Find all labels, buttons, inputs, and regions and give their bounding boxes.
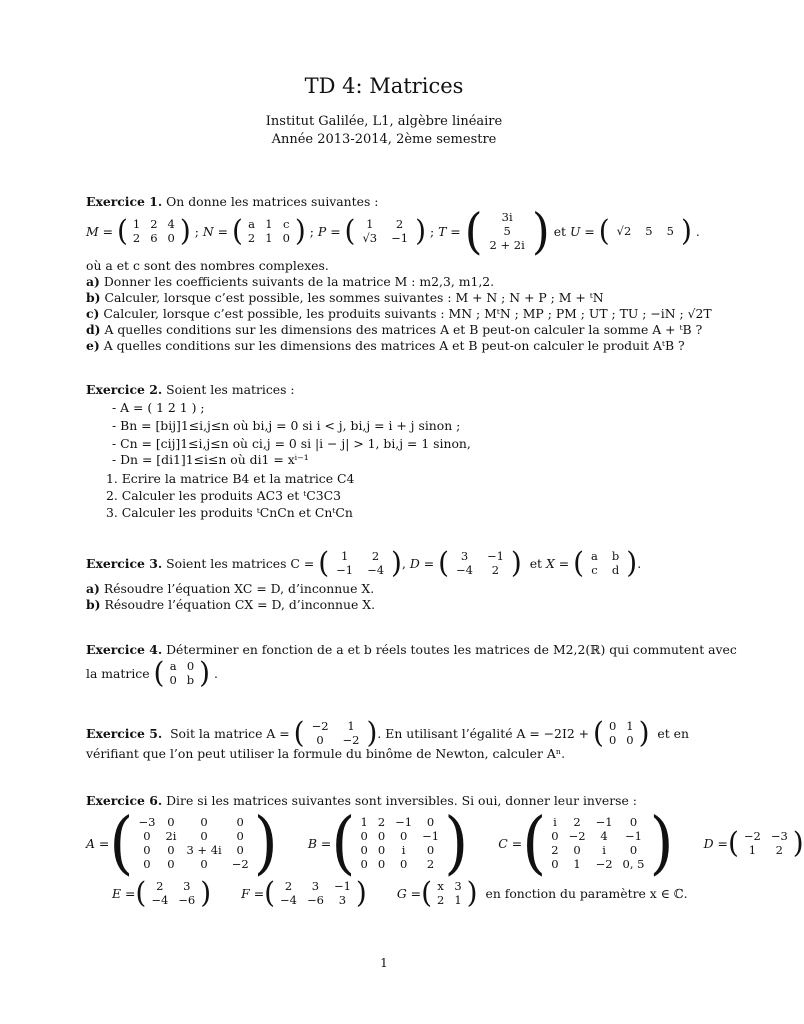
year-line: Année 2013-2014, 2ème semestre (271, 132, 497, 147)
matrix-diag-ab: ( a 0 0 b ) (153, 655, 211, 690)
matrix-cell: 2 (573, 815, 581, 829)
matrix-N: ( a 1 c 2 1 0 ) (231, 213, 306, 248)
matrix-cell: 1 (748, 843, 757, 857)
ex1-question-b: b) Calculer, lorsque c’est possible, les sommes suivantes : M + N ; N + P ; M + ᵗN (86, 290, 604, 305)
matrix-cell: 0 (143, 857, 151, 871)
matrix-cell: 2 + 2i (489, 238, 525, 252)
matrix-N5: ( 0 1 0 0 ) (593, 715, 650, 750)
matrix-cell: 0 (200, 815, 208, 829)
matrix-cell: 0 (167, 231, 175, 245)
matrix-row (329, 549, 391, 563)
matrix-cell: 0 (236, 829, 244, 843)
matrix-cell: 0 (426, 815, 435, 829)
matrix-row (243, 231, 295, 245)
matrix-row (483, 224, 532, 238)
matrix-cell: 2 (284, 879, 293, 893)
ex1-question-d: d) A quelles conditions sur les dimensions des matrices A et B peut-on calculer la somme A + ᵗB ? (86, 322, 703, 337)
matrix-cell: 4 (600, 829, 608, 843)
matrix-cell: −4 (456, 563, 473, 577)
matrix-row (610, 224, 681, 238)
matrix-cell: 0 (186, 659, 195, 673)
matrix-P: ( 1 2 √3 −1 ) (344, 213, 426, 248)
matrix-cell: 0 (360, 857, 368, 871)
matrix-cell: −1 (422, 829, 440, 843)
matrix-B6: ( 1 2 −1 0 0 0 0 −1 0 0 i 0 0 0 0 2 ) (331, 802, 469, 883)
matrix-cell: b (611, 549, 620, 563)
matrix-row (133, 829, 253, 843)
matrix-cell: i (401, 843, 406, 857)
matrix-cell: −2 (568, 829, 586, 843)
exercise-4-heading: Exercice 4. Déterminer en fonction de a et b réels toutes les matrices de M2,2(ℝ) qui commutent avec (86, 642, 737, 657)
exercise-5-heading: Exercice 5. Soit la matrice A = ( −2 1 0 −2 ) . En utilisant l’égalité A = −2I2 + ( 0 1 0 0 ) et en (86, 715, 689, 750)
matrix-cell: 0 (316, 733, 324, 747)
matrix-cell: −1 (595, 815, 613, 829)
matrix-cell: −3 (770, 829, 788, 843)
matrix-cell: 5 (666, 224, 674, 238)
ex2-item-B: - Bn = [bij]1≤i,j≤n où bi,j = 0 si i < j, bi,j = i + j sinon ; (112, 418, 461, 433)
matrix-cell: −1 (391, 231, 409, 245)
matrix-row (604, 719, 639, 733)
ex2-item-C: - Cn = [cij]1≤i,j≤n où ci,j = 0 si |i − j| > 1, bi,j = 1 sinon, (112, 436, 471, 451)
matrix-cell: √3 (362, 231, 378, 245)
exercise-6-heading: Exercice 6. Dire si les matrices suivantes sont inversibles. Si oui, donner leur inverse : (86, 793, 637, 808)
matrix-cell: 3 (454, 879, 462, 893)
matrix-cell: b (186, 673, 195, 687)
matrix-cell: −3 (138, 815, 156, 829)
ex3-question-b: b) Résoudre l’équation CX = D, d’inconnue X. (86, 597, 376, 612)
matrix-row (546, 857, 649, 871)
matrix-cell: 3i (501, 210, 513, 224)
exercise-1-heading: Exercice 1. On donne les matrices suivantes : (86, 194, 379, 209)
matrix-cell: −6 (178, 893, 196, 907)
matrix-cell: −6 (306, 893, 324, 907)
matrix-row (584, 549, 626, 563)
matrix-row (604, 733, 639, 747)
matrix-row (483, 238, 532, 252)
matrix-cell: i (553, 815, 557, 829)
matrix-row (739, 843, 793, 857)
matrix-cell: 0 (377, 857, 386, 871)
matrix-row (133, 857, 253, 871)
matrix-C6: ( i 2 −1 0 0 −2 4 −1 2 0 i 0 0 1 −2 0, 5 ) (522, 802, 674, 883)
ex6-row-1: A = ( −3 0 0 0 0 2i 0 0 0 0 3 + 4i 0 0 0 0 −2 ) B = ( 1 2 −1 0 0 0 0 −1 0 0 i 0 0 0 0 2 ) C = ( i 2 −1 0 0 −2 4 −1 2 0 i 0 0 1 −2 0, 5 ) D = ( −2 −3 1 2 ) (86, 802, 804, 883)
matrix-cell: 0 (143, 829, 151, 843)
matrix-row (449, 549, 511, 563)
ex1-question-a: a) Donner les coefficients suivants de la matrice M : m2,3, m1,2. (86, 274, 495, 289)
matrix-cell: 2 (775, 843, 783, 857)
matrix-cell: 2 (377, 815, 386, 829)
matrix-X: ( a b c d ) (573, 545, 638, 580)
matrix-cell: 3 (311, 879, 320, 893)
matrix-cell: −2 (595, 857, 613, 871)
matrix-cell: 0 (629, 843, 638, 857)
matrix-cell: 3 (183, 879, 191, 893)
matrix-cell: 2 (156, 879, 164, 893)
matrix-cell: 0 (629, 815, 638, 829)
matrix-cell: 0 (167, 857, 175, 871)
matrix-cell: 0 (167, 815, 175, 829)
matrix-cell: −2 (743, 829, 761, 843)
matrix-cell: 4 (167, 217, 175, 231)
matrix-row (305, 719, 367, 733)
matrix-row (355, 217, 415, 231)
matrix-cell: i (602, 843, 606, 857)
matrix-cell: −2 (342, 733, 360, 747)
matrix-cell: 3 (460, 549, 469, 563)
exercise-1-matrices: M = ( 1 2 4 2 6 0 ) ; N = ( a 1 c 2 1 0 ) ; P = ( 1 2 √3 −1 ) ; T = ( 3i 5 2 + 2i ) et U = ( √2 5 5 ) . (86, 202, 700, 260)
matrix-row (146, 893, 200, 907)
ex1-question-e: e) A quelles conditions sur les dimensions des matrices A et B peut-on calculer le produit AᵗB ? (86, 338, 685, 353)
matrix-row (432, 893, 467, 907)
matrix-C: ( 1 2 −1 −4 ) (318, 545, 402, 580)
matrix-row (133, 843, 253, 857)
matrix-cell: 0 (626, 733, 634, 747)
matrix-row (305, 733, 367, 747)
matrix-cell: 1 (265, 231, 273, 245)
matrix-cell: −1 (625, 829, 642, 843)
matrix-cell: −2 (311, 719, 329, 733)
matrix-U: ( √2 5 5 ) (598, 213, 692, 248)
matrix-cell: −4 (367, 563, 385, 577)
exercise-3-heading: Exercice 3. Soient les matrices C = ( 1 2 −1 −4 ) , D = ( 3 −1 −4 2 ) et X = ( a b c d ) . (86, 545, 642, 580)
matrix-A6: ( −3 0 0 0 0 2i 0 0 0 0 3 + 4i 0 0 0 0 −2 ) (109, 802, 278, 883)
matrix-cell: c (591, 563, 598, 577)
matrix-cell: 2 (371, 549, 380, 563)
matrix-T: ( 3i 5 2 + 2i ) (464, 202, 550, 260)
matrix-cell: 0 (236, 843, 244, 857)
matrix-cell: 3 + 4i (186, 843, 222, 857)
matrix-A5: ( −2 1 0 −2 ) (293, 715, 378, 750)
matrix-cell: 0 (551, 857, 559, 871)
ex1-question-c: c) Calculer, lorsque c’est possible, les produits suivants : MN ; MᵗN ; MP ; PM ; UT ; TU ; −iN ; √2T (86, 306, 712, 321)
matrix-cell: 0 (360, 829, 368, 843)
matrix-G6: ( x 3 2 1 ) (421, 875, 478, 910)
matrix-row (546, 815, 649, 829)
matrix-cell: 3 (338, 893, 347, 907)
matrix-row (164, 673, 199, 687)
complex-note: où a et c sont des nombres complexes. (86, 258, 329, 273)
matrix-row (275, 879, 356, 893)
matrix-row (356, 829, 445, 843)
matrix-row (356, 843, 445, 857)
ex2-question-3: 3. Calculer les produits ᵗCnCn et CnᵗCn (106, 505, 353, 520)
matrix-cell: 1 (626, 719, 634, 733)
matrix-cell: 0 (399, 857, 408, 871)
matrix-cell: 1 (347, 719, 355, 733)
matrix-row (243, 217, 295, 231)
matrix-row (164, 659, 199, 673)
matrix-cell: x (437, 879, 444, 893)
matrix-cell: a (591, 549, 598, 563)
matrix-cell: 0 (608, 733, 617, 747)
institution-line: Institut Galilée, L1, algèbre linéaire (265, 114, 503, 129)
matrix-cell: 2 (426, 857, 435, 871)
matrix-F6: ( 2 3 −1 −4 −6 3 ) (264, 875, 367, 910)
matrix-cell: 0, 5 (622, 857, 645, 871)
matrix-cell: 5 (503, 224, 511, 238)
matrix-cell: 0 (236, 815, 244, 829)
matrix-cell: 0 (360, 843, 368, 857)
matrix-D6: ( −2 −3 1 2 ) (727, 825, 804, 860)
matrix-row (449, 563, 511, 577)
matrix-cell: −1 (336, 563, 354, 577)
matrix-row (329, 563, 391, 577)
matrix-cell: √2 (616, 224, 632, 238)
matrix-row (275, 893, 356, 907)
matrix-M: ( 1 2 4 2 6 0 ) (116, 213, 191, 248)
matrix-row (356, 857, 445, 871)
matrix-cell: −1 (395, 815, 413, 829)
matrix-cell: 0 (200, 857, 208, 871)
page-number: 1 (380, 956, 388, 970)
matrix-cell: 0 (143, 843, 151, 857)
matrix-row (355, 231, 415, 245)
matrix-cell: 1 (340, 549, 349, 563)
matrix-cell: 2 (551, 843, 559, 857)
matrix-row (133, 815, 253, 829)
matrix-cell: 2i (165, 829, 177, 843)
ex2-question-2: 2. Calculer les produits AC3 et ᵗC3C3 (106, 488, 342, 503)
matrix-row (546, 843, 649, 857)
matrix-E6: ( 2 3 −4 −6 ) (135, 875, 212, 910)
matrix-row (546, 829, 649, 843)
ex2-item-D: - Dn = [di1]1≤i≤n où di1 = xⁱ⁻¹ (112, 452, 309, 467)
matrix-cell: 5 (645, 224, 653, 238)
ex3-question-a: a) Résoudre l’équation XC = D, d’inconnue X. (86, 581, 375, 596)
ex2-question-1: 1. Ecrire la matrice B4 et la matrice C4 (106, 471, 355, 486)
exercise-2-heading: Exercice 2. Soient les matrices : (86, 382, 295, 397)
ex6-row-2: E = ( 2 3 −4 −6 ) F = ( 2 3 −1 −4 −6 3 ) G = ( x 3 2 1 ) en fonction du paramètre x ∈ ℂ. (112, 875, 688, 910)
matrix-cell: 2 (132, 231, 141, 245)
matrix-D: ( 3 −1 −4 2 ) (438, 545, 522, 580)
matrix-cell: 2 (395, 217, 404, 231)
matrix-row (584, 563, 626, 577)
matrix-cell: 0 (377, 843, 386, 857)
ex2-item-A: - A = ( 1 2 1 ) ; (112, 400, 205, 415)
matrix-cell: 0 (551, 829, 559, 843)
matrix-cell: 0 (377, 829, 386, 843)
matrix-cell: −1 (486, 549, 504, 563)
matrix-cell: 2 (150, 217, 158, 231)
matrix-cell: 1 (366, 217, 374, 231)
matrix-cell: −2 (231, 857, 249, 871)
matrix-cell: 2 (491, 563, 500, 577)
matrix-cell: 1 (132, 217, 141, 231)
matrix-cell: −4 (280, 893, 297, 907)
matrix-cell: 0 (399, 829, 408, 843)
matrix-cell: 1 (360, 815, 368, 829)
matrix-row (432, 879, 467, 893)
matrix-cell: 1 (573, 857, 581, 871)
matrix-row (356, 815, 445, 829)
matrix-row (483, 210, 532, 224)
matrix-cell: 1 (454, 893, 462, 907)
matrix-row (739, 829, 793, 843)
matrix-cell: 0 (167, 843, 175, 857)
matrix-cell: 0 (282, 231, 290, 245)
matrix-cell: 0 (573, 843, 581, 857)
document-title: TD 4: Matrices (304, 74, 464, 98)
matrix-cell: 0 (426, 843, 435, 857)
matrix-cell: 2 (247, 231, 256, 245)
matrix-cell: 2 (437, 893, 445, 907)
matrix-cell: 1 (265, 217, 273, 231)
matrix-row (146, 879, 200, 893)
matrix-cell: 0 (200, 829, 208, 843)
matrix-cell: c (283, 217, 290, 231)
exercise-4-matrix-line: la matrice ( a 0 0 b ) . (86, 655, 218, 690)
matrix-cell: 0 (608, 719, 617, 733)
matrix-cell: −4 (151, 893, 169, 907)
matrix-cell: a (169, 659, 177, 673)
matrix-cell: −1 (333, 879, 351, 893)
ex5-continuation: vérifiant que l’on peut utiliser la formule du binôme de Newton, calculer Aⁿ. (86, 746, 566, 761)
matrix-cell: a (248, 217, 256, 231)
matrix-cell: 0 (169, 673, 177, 687)
matrix-cell: d (611, 563, 620, 577)
matrix-cell: 6 (150, 231, 158, 245)
matrix-row (128, 231, 180, 245)
matrix-row (128, 217, 180, 231)
